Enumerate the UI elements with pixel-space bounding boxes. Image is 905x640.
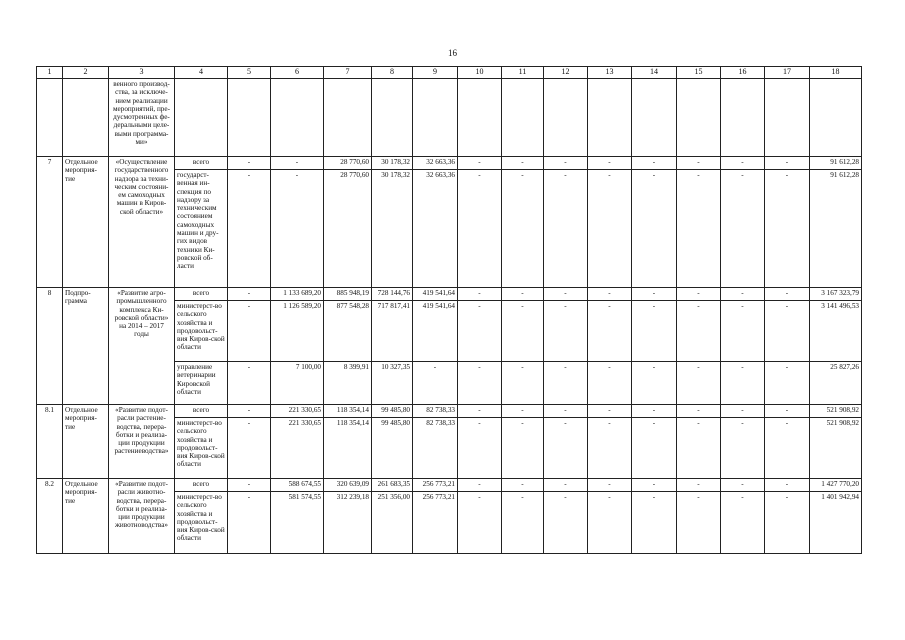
value-col-7: 118 354,14: [324, 418, 372, 479]
funding-source: [175, 79, 228, 157]
value-col-18: 25 827,26: [810, 362, 862, 405]
value-col-17: -: [765, 301, 810, 362]
value-col-9: 32 663,36: [413, 170, 458, 288]
value-col-17: -: [765, 157, 810, 170]
header-col-14: 14: [632, 67, 677, 79]
value-col-5: -: [228, 170, 271, 288]
value-col-12: -: [544, 418, 588, 479]
value-col-12: -: [544, 157, 588, 170]
header-col-7: 7: [324, 67, 372, 79]
header-col-8: 8: [372, 67, 413, 79]
row-type: Отдельное мероприя-тие: [63, 157, 109, 288]
value-col-10: -: [458, 418, 502, 479]
value-col-16: -: [721, 418, 765, 479]
value-col-7: 877 548,28: [324, 301, 372, 362]
value-col-11: -: [502, 405, 544, 418]
value-col-6: [271, 79, 324, 157]
value-col-11: -: [502, 492, 544, 554]
funding-source: министерст-во сельского хозяйства и продовольст-вия Киров-ской области: [175, 492, 228, 554]
value-col-14: -: [632, 492, 677, 554]
value-col-14: -: [632, 157, 677, 170]
value-col-6: 221 330,65: [271, 418, 324, 479]
value-col-15: -: [677, 288, 721, 301]
value-col-14: -: [632, 362, 677, 405]
header-col-1: 1: [37, 67, 63, 79]
row-number: 8.2: [37, 479, 63, 554]
row-title: «Осуществление государственного надзора за техни-ческим состояни-ем самоходных машин в Киров-ской области»: [109, 157, 175, 288]
header-row: [37, 67, 862, 79]
value-col-13: -: [588, 405, 632, 418]
header-col-4: 4: [175, 67, 228, 79]
budget-table: [36, 66, 862, 554]
value-col-13: [588, 79, 632, 157]
header-col-18: 18: [810, 67, 862, 79]
value-col-18: 1 427 770,20: [810, 479, 862, 492]
value-col-13: -: [588, 170, 632, 288]
value-col-13: -: [588, 492, 632, 554]
header-col-6: 6: [271, 67, 324, 79]
value-col-15: -: [677, 170, 721, 288]
value-col-10: -: [458, 479, 502, 492]
value-col-8: 30 178,32: [372, 157, 413, 170]
value-col-9: 32 663,36: [413, 157, 458, 170]
value-col-14: -: [632, 479, 677, 492]
value-col-9: 256 773,21: [413, 492, 458, 554]
value-col-15: -: [677, 418, 721, 479]
value-col-16: -: [721, 170, 765, 288]
value-col-13: -: [588, 362, 632, 405]
value-col-12: -: [544, 362, 588, 405]
value-col-17: -: [765, 479, 810, 492]
value-col-9: 82 738,33: [413, 405, 458, 418]
value-col-14: -: [632, 170, 677, 288]
value-col-15: -: [677, 301, 721, 362]
value-col-6: 588 674,55: [271, 479, 324, 492]
value-col-13: -: [588, 288, 632, 301]
funding-source: всего: [175, 288, 228, 301]
value-col-17: -: [765, 492, 810, 554]
value-col-5: -: [228, 418, 271, 479]
value-col-16: -: [721, 301, 765, 362]
value-col-10: -: [458, 170, 502, 288]
value-col-7: 8 399,91: [324, 362, 372, 405]
header-col-10: 10: [458, 67, 502, 79]
value-col-6: 1 126 589,20: [271, 301, 324, 362]
value-col-5: -: [228, 405, 271, 418]
funding-source: государст-венная ин-спекция по надзору за техническим состоянием самоходных машин и дру-гих видов техники Ки-ровской об-ласти: [175, 170, 228, 288]
value-col-15: -: [677, 492, 721, 554]
value-col-16: -: [721, 362, 765, 405]
value-col-6: 221 330,65: [271, 405, 324, 418]
header-col-12: 12: [544, 67, 588, 79]
value-col-13: -: [588, 157, 632, 170]
value-col-14: -: [632, 288, 677, 301]
value-col-18: 3 167 323,79: [810, 288, 862, 301]
header-col-15: 15: [677, 67, 721, 79]
value-col-9: 419 541,64: [413, 301, 458, 362]
value-col-13: -: [588, 479, 632, 492]
value-col-11: -: [502, 362, 544, 405]
value-col-14: -: [632, 405, 677, 418]
table-row: [37, 157, 862, 170]
table-row: [37, 479, 862, 492]
value-col-7: 28 770,60: [324, 157, 372, 170]
value-col-9: 256 773,21: [413, 479, 458, 492]
value-col-15: -: [677, 362, 721, 405]
value-col-8: 261 683,35: [372, 479, 413, 492]
value-col-10: -: [458, 301, 502, 362]
row-type: [63, 79, 109, 157]
value-col-5: [228, 79, 271, 157]
value-col-11: -: [502, 288, 544, 301]
header-col-3: 3: [109, 67, 175, 79]
value-col-12: -: [544, 288, 588, 301]
row-number: 8.1: [37, 405, 63, 479]
value-col-15: -: [677, 405, 721, 418]
value-col-14: -: [632, 418, 677, 479]
header-col-9: 9: [413, 67, 458, 79]
table-row: [37, 288, 862, 301]
value-col-10: -: [458, 405, 502, 418]
header-col-2: 2: [63, 67, 109, 79]
value-col-6: 7 100,00: [271, 362, 324, 405]
value-col-12: -: [544, 479, 588, 492]
row-title: «Развитие агро-промышленного комплекса Ки-ровской области» на 2014 – 2017 годы: [109, 288, 175, 405]
value-col-7: 320 639,09: [324, 479, 372, 492]
value-col-16: -: [721, 492, 765, 554]
row-title: «Развитие подот-расли растение-водства, перера-ботки и реализа-ции продукции растениеводства»: [109, 405, 175, 479]
value-col-9: -: [413, 362, 458, 405]
header-col-11: 11: [502, 67, 544, 79]
value-col-15: [677, 79, 721, 157]
value-col-11: -: [502, 170, 544, 288]
row-type: Отдельное мероприя-тие: [63, 405, 109, 479]
funding-source: всего: [175, 157, 228, 170]
value-col-16: -: [721, 288, 765, 301]
value-col-10: [458, 79, 502, 157]
value-col-11: -: [502, 157, 544, 170]
value-col-18: 91 612,28: [810, 157, 862, 170]
value-col-15: -: [677, 157, 721, 170]
value-col-8: 717 817,41: [372, 301, 413, 362]
value-col-10: -: [458, 157, 502, 170]
value-col-17: -: [765, 170, 810, 288]
value-col-15: -: [677, 479, 721, 492]
value-col-16: -: [721, 405, 765, 418]
value-col-17: -: [765, 418, 810, 479]
value-col-9: 419 541,64: [413, 288, 458, 301]
value-col-6: 581 574,55: [271, 492, 324, 554]
value-col-9: 82 738,33: [413, 418, 458, 479]
table-row: [37, 79, 862, 157]
value-col-16: [721, 79, 765, 157]
value-col-14: [632, 79, 677, 157]
page-number: 16: [448, 48, 457, 58]
value-col-12: [544, 79, 588, 157]
value-col-11: -: [502, 418, 544, 479]
row-number: 7: [37, 157, 63, 288]
value-col-8: 10 327,35: [372, 362, 413, 405]
value-col-9: [413, 79, 458, 157]
funding-source: всего: [175, 405, 228, 418]
value-col-7: 312 239,18: [324, 492, 372, 554]
value-col-7: [324, 79, 372, 157]
value-col-12: -: [544, 170, 588, 288]
value-col-17: [765, 79, 810, 157]
value-col-6: 1 133 689,20: [271, 288, 324, 301]
header-col-5: 5: [228, 67, 271, 79]
header-col-13: 13: [588, 67, 632, 79]
funding-source: управление ветеринарии Кировской области: [175, 362, 228, 405]
value-col-17: -: [765, 405, 810, 418]
funding-source: министерст-во сельского хозяйства и продовольст-вия Киров-ской области: [175, 418, 228, 479]
row-number: [37, 79, 63, 157]
value-col-12: -: [544, 301, 588, 362]
value-col-16: -: [721, 157, 765, 170]
value-col-8: 251 356,00: [372, 492, 413, 554]
value-col-10: -: [458, 288, 502, 301]
value-col-18: [810, 79, 862, 157]
value-col-5: -: [228, 157, 271, 170]
funding-source: всего: [175, 479, 228, 492]
row-type: Отдельное мероприя-тие: [63, 479, 109, 554]
value-col-18: 521 908,92: [810, 418, 862, 479]
value-col-17: -: [765, 288, 810, 301]
value-col-18: 91 612,28: [810, 170, 862, 288]
row-title: венного производ-ства, за исключе-нием реализации мероприятий, пре-дусмотренных фе-деральными целе-выми программа-ми»: [109, 79, 175, 157]
value-col-6: -: [271, 170, 324, 288]
value-col-5: -: [228, 479, 271, 492]
value-col-5: -: [228, 362, 271, 405]
value-col-11: [502, 79, 544, 157]
value-col-17: -: [765, 362, 810, 405]
value-col-7: 885 948,19: [324, 288, 372, 301]
value-col-5: -: [228, 288, 271, 301]
value-col-13: -: [588, 301, 632, 362]
value-col-5: -: [228, 492, 271, 554]
value-col-5: -: [228, 301, 271, 362]
header-col-17: 17: [765, 67, 810, 79]
value-col-8: [372, 79, 413, 157]
value-col-13: -: [588, 418, 632, 479]
value-col-6: -: [271, 157, 324, 170]
value-col-8: 728 144,76: [372, 288, 413, 301]
value-col-10: -: [458, 362, 502, 405]
value-col-8: 30 178,32: [372, 170, 413, 288]
row-number: 8: [37, 288, 63, 405]
value-col-8: 99 485,80: [372, 418, 413, 479]
value-col-12: -: [544, 405, 588, 418]
value-col-18: 521 908,92: [810, 405, 862, 418]
funding-source: министерст-во сельского хозяйства и продовольст-вия Киров-ской области: [175, 301, 228, 362]
value-col-12: -: [544, 492, 588, 554]
table-row: [37, 405, 862, 418]
value-col-11: -: [502, 479, 544, 492]
value-col-14: -: [632, 301, 677, 362]
value-col-8: 99 485,80: [372, 405, 413, 418]
value-col-11: -: [502, 301, 544, 362]
value-col-16: -: [721, 479, 765, 492]
header-col-16: 16: [721, 67, 765, 79]
row-title: «Развитие подот-расли животно-водства, перера-ботки и реализа-ции продукции животноводства»: [109, 479, 175, 554]
value-col-7: 118 354,14: [324, 405, 372, 418]
value-col-18: 1 401 942,94: [810, 492, 862, 554]
value-col-18: 3 141 496,53: [810, 301, 862, 362]
row-type: Подпро-грамма: [63, 288, 109, 405]
value-col-10: -: [458, 492, 502, 554]
value-col-7: 28 770,60: [324, 170, 372, 288]
